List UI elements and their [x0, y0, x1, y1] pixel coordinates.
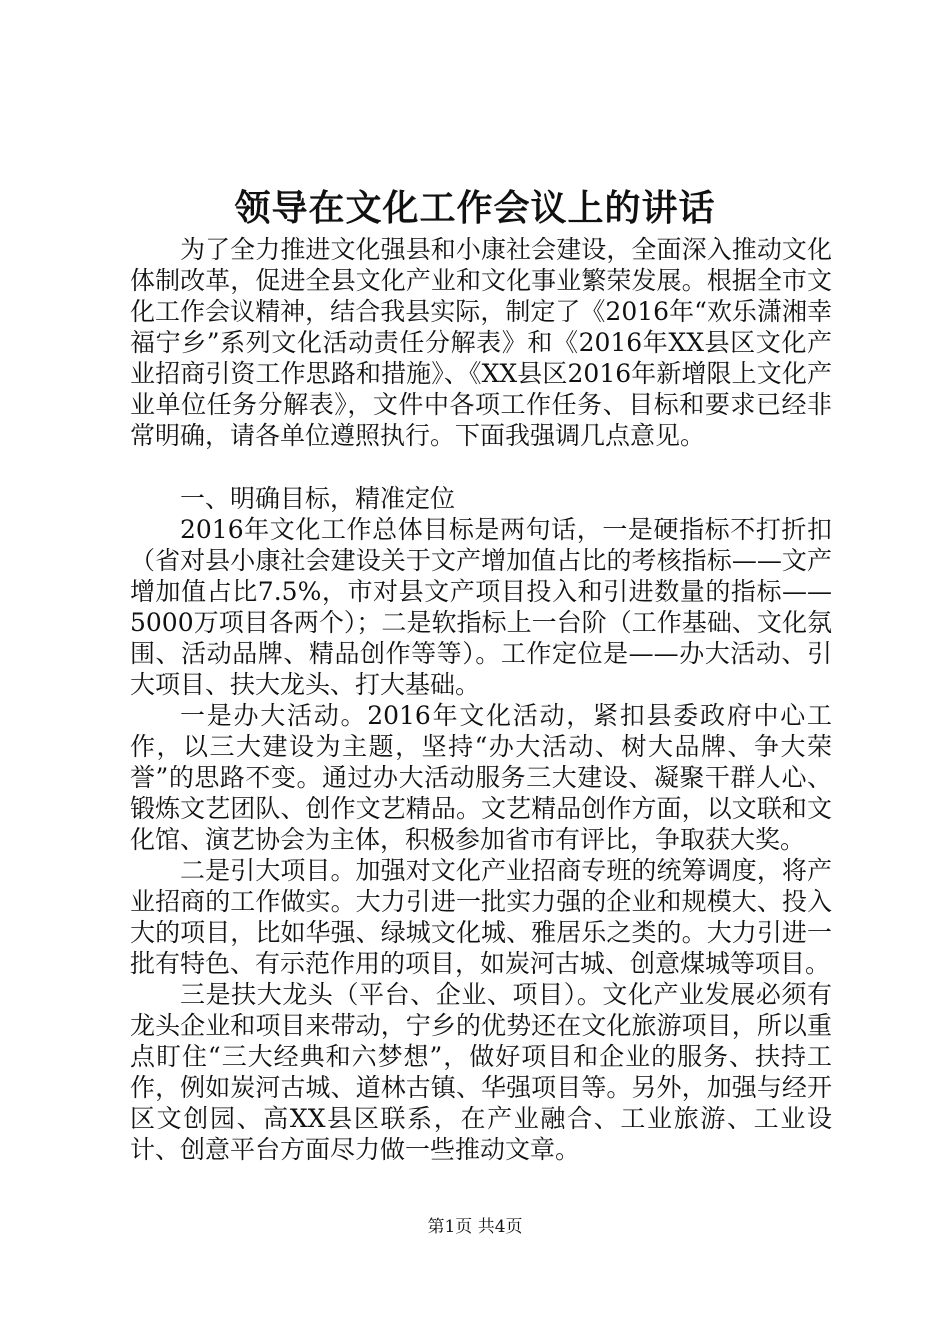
body-paragraph-leaders: 三是扶大龙头（平台、企业、项目）。文化产业发展必须有龙头企业和项目来带动，宁乡的优势还在文化旅游项目，所以重点盯住“三大经典和六梦想”，做好项目和企业的服务、扶持工作，例如炭河古城、道林古镇、华强项目等。另外，加强与经开区文创园、高XX县区联系，在产业融合、工业旅游、工业设计、创意平台方面尽力做一些推动文章。 [130, 980, 832, 1164]
body-paragraph-projects: 二是引大项目。加强对文化产业招商专班的统筹调度，将产业招商的工作做实。大力引进一批实力强的企业和规模大、投入大的项目，比如华强、绿城文化城、雅居乐之类的。大力引进一批有特色、有示范作用的项目，如炭河古城、创意煤城等项目。 [130, 856, 832, 978]
intro-paragraph: 为了全力推进文化强县和小康社会建设，全面深入推动文化体制改革，促进全县文化产业和文化事业繁荣发展。根据全市文化工作会议精神，结合我县实际，制定了《2016年“欢乐潇湘幸福宁乡”系列文化活动责任分解表》和《2016年XX县区文化产业招商引资工作思路和措施》、《XX县区2016年新增限上文化产业单位任务分解表》，文件中各项工作任务、目标和要求已经非常明确，请各单位遵照执行。下面我强调几点意见。 [130, 235, 832, 450]
body-paragraph-activities: 一是办大活动。2016年文化活动，紧扣县委政府中心工作，以三大建设为主题，坚持“办大活动、树大品牌、争大荣誉”的思路不变。通过办大活动服务三大建设、凝聚干群人心、锻炼文艺团队、创作文艺精品。文艺精品创作方面，以文联和文化馆、演艺协会为主体，积极参加省市有评比，争取获大奖。 [130, 701, 832, 854]
document-title: 领导在文化工作会议上的讲话 [234, 187, 716, 229]
section-heading: 一、明确目标，精准定位 [180, 484, 456, 513]
page-number-footer: 第1页 共4页 [427, 1217, 523, 1237]
body-paragraph-goals: 2016年文化工作总体目标是两句话，一是硬指标不打折扣（省对县小康社会建设关于文产增加值占比的考核指标——文产增加值占比7.5%，市对县文产项目投入和引进数量的指标——5000万项目各两个）；二是软指标上一台阶（工作基础、文化氛围、活动品牌、精品创作等等）。工作定位是——办大活动、引大项目、扶大龙头、打大基础。 [130, 515, 832, 699]
document-body [130, 234, 832, 1165]
